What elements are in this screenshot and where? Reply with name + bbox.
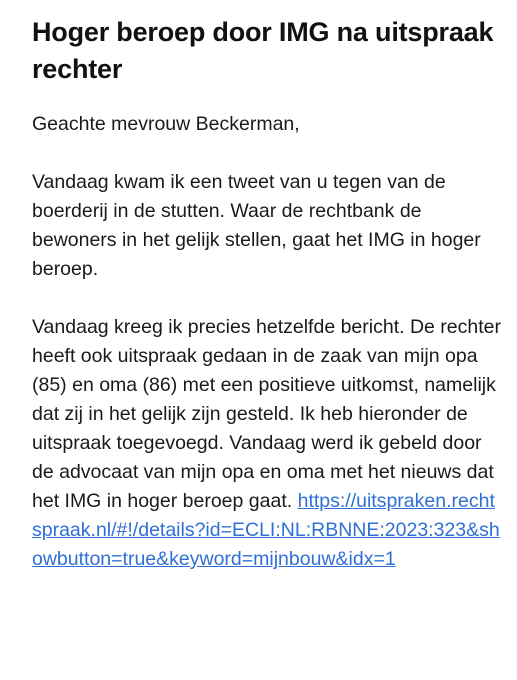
email-paragraph-1: Vandaag kwam ik een tweet van u tegen van de boerderij in de stutten. Waar de rechtbank de bewoners in het gelijk stellen, gaat het IMG in hoger beroep. xyxy=(32,171,481,280)
email-greeting: Geachte mevrouw Beckerman, xyxy=(32,113,300,135)
email-message xyxy=(32,14,502,574)
email-subject: Hoger beroep door IMG na uitspraak rechter xyxy=(32,17,494,84)
email-body xyxy=(32,110,502,574)
email-paragraph-2 xyxy=(32,313,502,574)
ruling-link[interactable]: https://uitspraken.rechtspraak.nl/#!/details?id=ECLI:NL:RBNNE:2023:323&showbutton=true&keyword=mijnbouw&idx=1 xyxy=(32,490,500,570)
email-paragraph-2-text: Vandaag kreeg ik precies hetzelfde bericht. De rechter heeft ook uitspraak gedaan in de zaak van mijn opa (85) en oma (86) met een positieve uitkomst, namelijk dat zij in het gelijk zijn gesteld. Ik heb hieronder de uitspraak toegevoegd. Vandaag werd ik gebeld door de advocaat van mijn opa en oma met het nieuws dat het IMG in hoger beroep gaat. xyxy=(32,316,501,512)
